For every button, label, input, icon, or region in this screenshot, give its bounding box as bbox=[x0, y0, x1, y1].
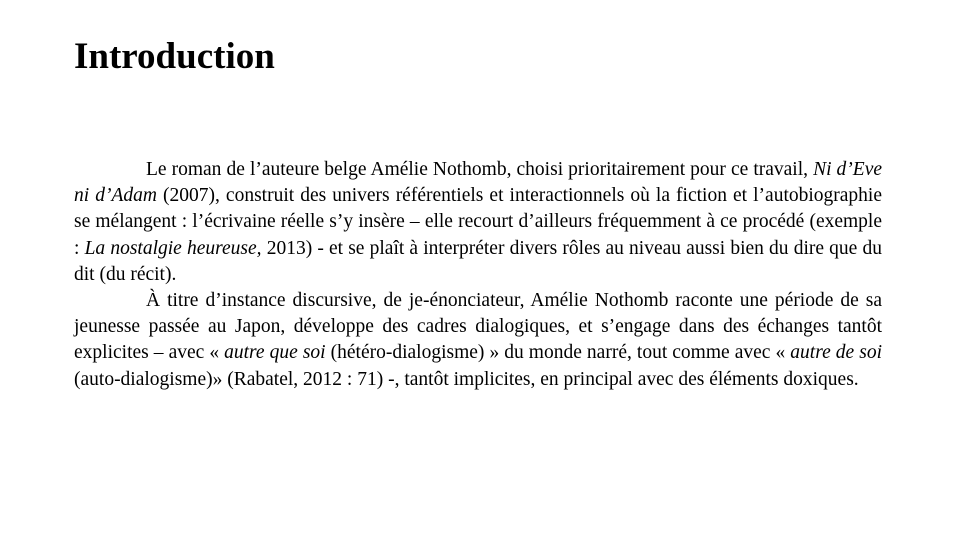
paragraph-2-text-1: À titre d’instance discursive, de je-énonciateur, Amélie Nothomb raconte une période de sa jeunesse passée au Japon, développe des cadres dialogiques, et s’engage dans des échanges tantôt explicites – avec « bbox=[74, 290, 882, 364]
paragraph-1-text-3: 2013) - et se plaît à interpréter divers rôles au niveau aussi bien du dire que du dit (du récit). bbox=[74, 237, 882, 285]
body-text bbox=[74, 157, 882, 393]
paragraph-1-book-title: Ni d’Eve ni d’Adam bbox=[74, 159, 883, 207]
paragraph-2-text-3: (auto-dialogisme)» (Rabatel, 2012 : 71) -, tantôt implicites, en principal avec des éléments doxiques. bbox=[74, 368, 859, 390]
paragraph-1-text-1: Le roman de l’auteure belge Amélie Nothomb, choisi prioritairement pour ce travail, bbox=[146, 159, 814, 180]
paragraph-1-text-2: (2007), construit des univers référentiels et interactionnels où la fiction et l’autobiographie se mélangent : l’écrivaine réelle s’y insère – elle recourt d’ailleurs fréquemment à ce procédé (exemple : bbox=[74, 185, 882, 259]
paragraph-2 bbox=[74, 288, 882, 393]
paragraph-2-term-2: autre de soi bbox=[790, 342, 882, 364]
paragraph-2-term-1: autre que soi bbox=[224, 342, 326, 364]
paragraph-1-example-title: La nostalgie heureuse, bbox=[84, 237, 262, 259]
paragraph-2-text-2: (hétéro-dialogisme) » du monde narré, tout comme avec « bbox=[325, 342, 791, 364]
slide-title: Introduction bbox=[74, 36, 275, 77]
paragraph-1 bbox=[74, 157, 882, 288]
